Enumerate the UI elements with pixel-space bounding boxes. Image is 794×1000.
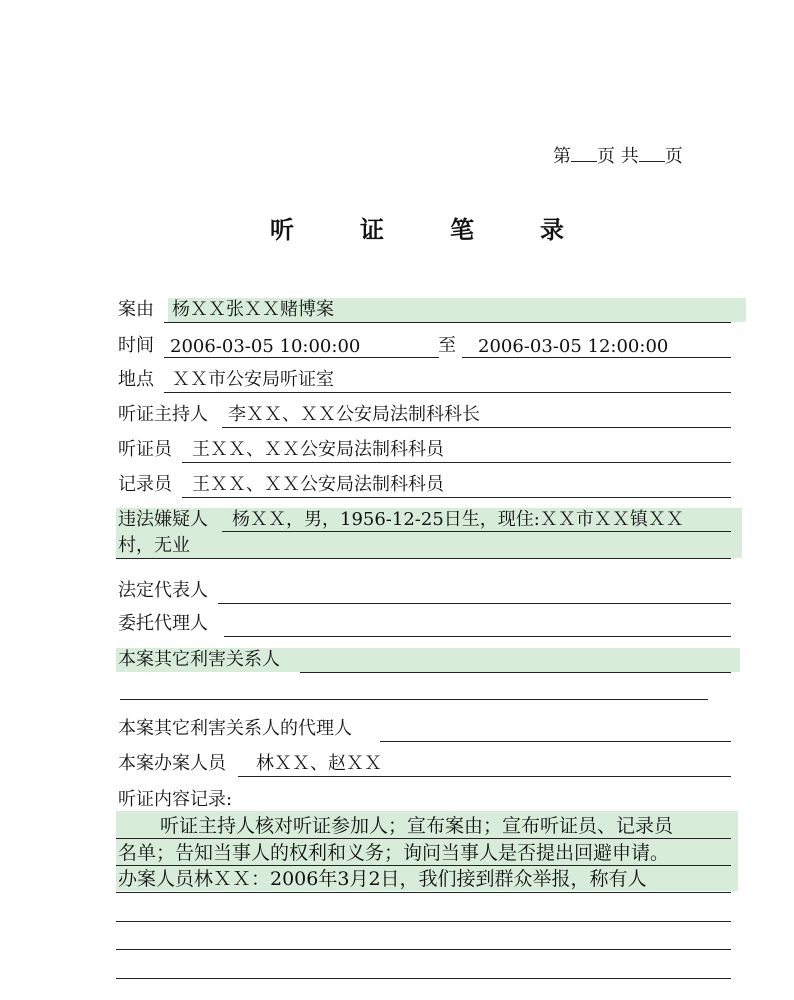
interested-label: 本案其它利害关系人 — [118, 649, 280, 670]
interested-continuation-underline — [120, 699, 708, 700]
recorder-label: 记录员 — [118, 474, 172, 495]
case-staff-underline — [238, 776, 731, 777]
record-underline-1 — [116, 838, 731, 839]
time-end-underline — [462, 357, 731, 358]
record-underline-5 — [116, 949, 731, 950]
time-end: 2006-03-05 12:00:00 — [478, 336, 669, 357]
record-line-1: 听证主持人核对听证参加人；宣布案由；宣布听证员、记录员 — [160, 815, 674, 837]
page-number-blank — [571, 145, 597, 162]
suspect-value-line2: 村，无业 — [118, 535, 190, 556]
place-underline — [164, 392, 731, 393]
case-reason-label: 案由 — [118, 299, 154, 320]
record-underline-2 — [116, 865, 731, 866]
recorder-underline — [182, 497, 731, 498]
page-label-prefix: 第 — [553, 146, 571, 167]
record-line-3: 办案人员林ＸＸ：2006年3月2日，我们接到群众举报，称有人 — [118, 868, 647, 890]
title-char-4: 录 — [540, 215, 564, 244]
host-label: 听证主持人 — [118, 404, 208, 425]
page-label-mid: 页 共 — [597, 146, 639, 167]
recorder-value: 王ＸＸ、ＸＸ公安局法制科科员 — [192, 474, 444, 495]
suspect-label: 违法嫌疑人 — [118, 509, 208, 530]
interested-agent-label: 本案其它利害关系人的代理人 — [118, 718, 352, 739]
record-underline-4 — [116, 921, 731, 922]
case-staff-label: 本案办案人员 — [118, 753, 226, 774]
title-char-3: 笔 — [450, 215, 474, 244]
agent-label: 委托代理人 — [118, 613, 208, 634]
officer-label: 听证员 — [118, 439, 172, 460]
agent-underline — [224, 636, 731, 637]
legal-rep-label: 法定代表人 — [118, 580, 208, 601]
record-underline-6 — [116, 978, 731, 979]
page-indicator — [553, 145, 683, 169]
page-label-suffix: 页 — [664, 146, 683, 167]
time-label: 时间 — [118, 335, 154, 356]
officer-value: 王ＸＸ、ＸＸ公安局法制科科员 — [192, 439, 444, 460]
case-reason-underline — [164, 322, 731, 323]
suspect-underline-2 — [116, 558, 731, 559]
record-label: 听证内容记录: — [118, 789, 233, 810]
time-start: 2006-03-05 10:00:00 — [170, 336, 361, 357]
suspect-value-line1: 杨ＸＸ，男，1956-12-25日生，现住:ＸＸ市ＸＸ镇ＸＸ — [232, 509, 684, 530]
case-reason-value: 杨ＸＸ张ＸＸ赌博案 — [172, 299, 334, 320]
legal-rep-underline — [218, 603, 731, 604]
interested-underline — [300, 672, 731, 673]
host-underline — [222, 427, 731, 428]
title-char-2: 证 — [360, 215, 384, 244]
record-underline-3 — [116, 892, 731, 893]
case-staff-value: 林ＸＸ、赵ＸＸ — [256, 753, 382, 774]
page-total-blank — [639, 145, 665, 162]
officer-underline — [182, 462, 731, 463]
place-value: ＸＸ市公安局听证室 — [172, 369, 334, 390]
time-to-label: 至 — [438, 335, 456, 356]
title-char-1: 听 — [270, 215, 294, 244]
record-line-2: 名单；告知当事人的权利和义务；询问当事人是否提出回避申请。 — [118, 842, 670, 864]
interested-agent-underline — [380, 741, 731, 742]
place-label: 地点 — [118, 369, 154, 390]
suspect-underline-1 — [222, 531, 731, 532]
host-value: 李ＸＸ、ＸＸ公安局法制科科长 — [228, 404, 480, 425]
time-start-underline — [164, 357, 439, 358]
